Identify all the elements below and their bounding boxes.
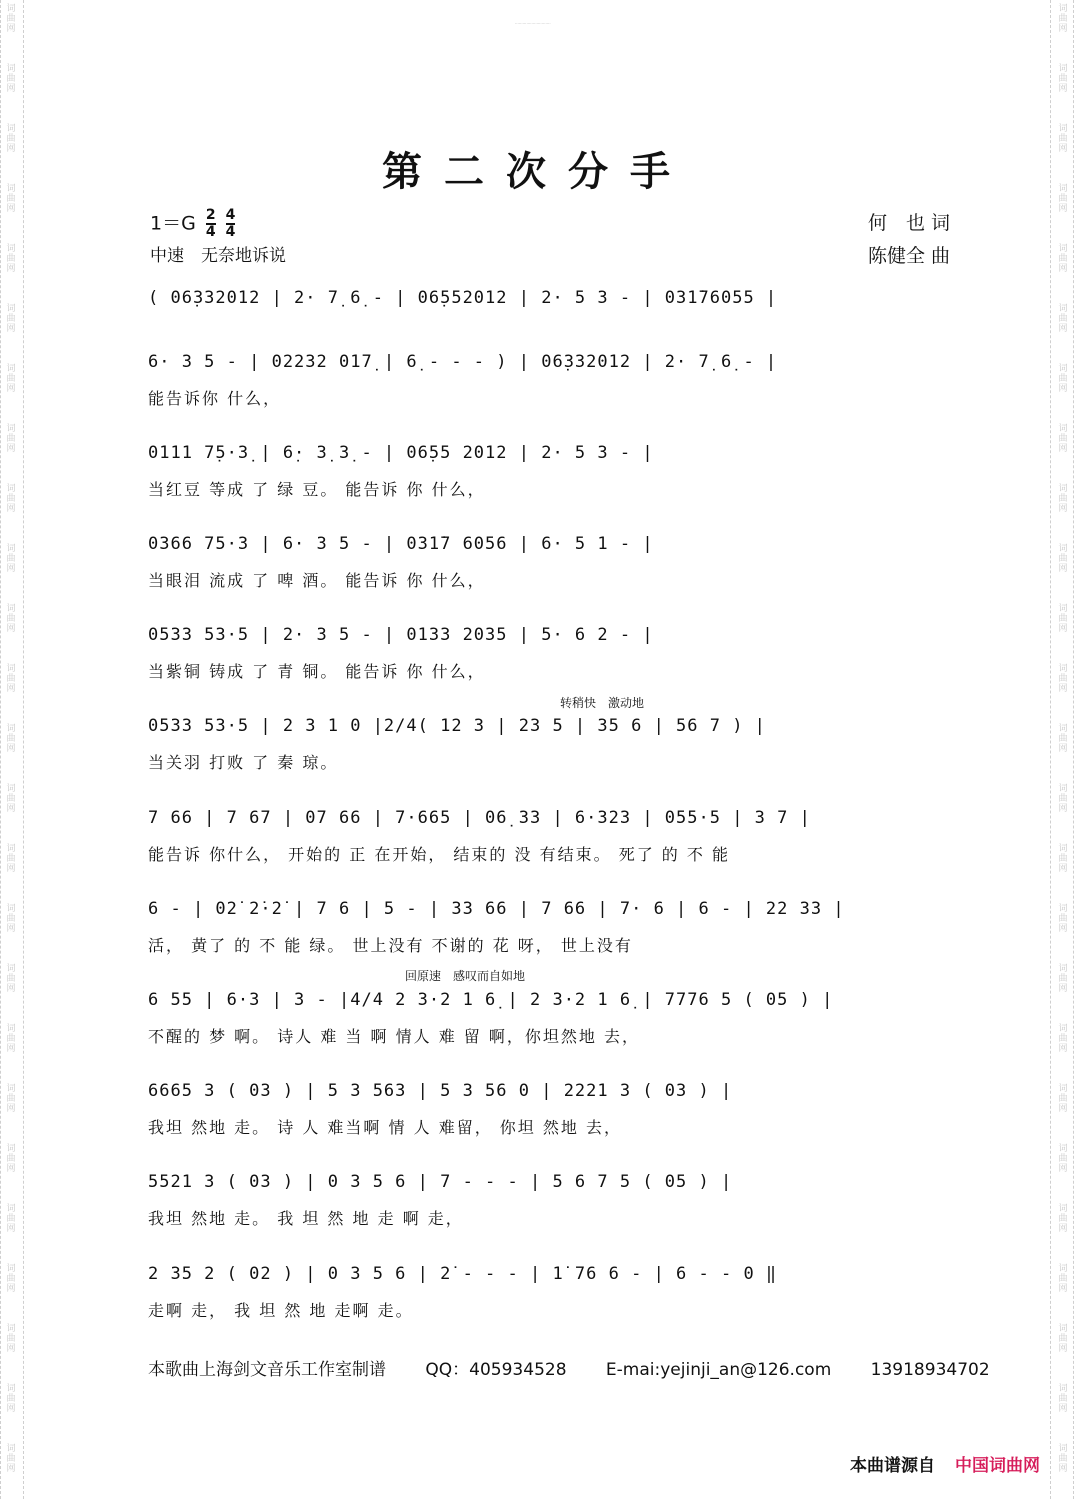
score-row-7 (148, 808, 954, 862)
lyrics: 能告诉你 什么， (148, 389, 282, 408)
score-row-4 (148, 534, 954, 588)
watermark-text: 词 曲 网 (1058, 304, 1068, 334)
watermark-text: 词 曲 网 (1058, 4, 1068, 34)
lyrics: 我坦 然地 走。 我 坦 然 地 走 啊 走， (148, 1209, 464, 1228)
notes: 6665 3 ( 03 ) | 5 3 563 | 5 3 56 0 | 2221 3 ( 03 ) | (148, 1081, 733, 1101)
score-row-1 (148, 288, 954, 342)
watermark-text: 词 曲 网 (6, 364, 16, 394)
notes: ( 06̣332012 | 2· 7̣ 6̣ - | 06̣552012 | 2· 5 3 - | 031̇76055 | (148, 288, 778, 308)
watermark-text: 词 曲 网 (6, 1384, 16, 1414)
watermark-text: 词 曲 网 (1058, 64, 1068, 94)
composer: 陈健全 曲 (867, 245, 950, 267)
watermark-text: 词 曲 网 (1058, 244, 1068, 274)
watermark-text: 词 曲 网 (1058, 1324, 1068, 1354)
score-row-9 (148, 990, 954, 1044)
watermark-text: 词 曲 网 (1058, 664, 1068, 694)
watermark-text: 词 曲 网 (1058, 1084, 1068, 1114)
watermark-text: 词 曲 网 (1058, 184, 1068, 214)
watermark-text: 词 曲 网 (1058, 364, 1068, 394)
notes: 0366 75·3 | 6· 3 5 - | 031̇7 6056 | 6· 5 1 - | (148, 534, 654, 554)
lyrics: 当红豆 等成 了 绿 豆。 能告诉 你 什么， (148, 480, 486, 499)
lyrics: 当眼泪 流成 了 啤 酒。 能告诉 你 什么， (148, 571, 486, 590)
watermark-text: 词 曲 网 (6, 544, 16, 574)
lyrics: 走啊 走， 我 坦 然 地 走啊 走。 (148, 1301, 414, 1320)
watermark-text: 词 曲 网 (6, 964, 16, 994)
key-signature (150, 208, 235, 240)
tempo-change-original: 回原速 感叹而自如地 (405, 969, 526, 983)
watermark-text: 词 曲 网 (6, 4, 16, 34)
watermark-text: 词 曲 网 (6, 1024, 16, 1054)
footer-credits (148, 1355, 1024, 1380)
notes: 0533 53·5 | 2· 3 5 - | 0133 2035 | 5· 6 2 - | (148, 625, 654, 645)
footer-email: E-mai:yejinji_an@126.com (605, 1360, 832, 1380)
notes: 5521 3 ( 03 ) | 0 3 5 6 | 7 - - - | 5 6 7 5 ( 05 ) | (148, 1172, 733, 1192)
watermark-text: 词 曲 网 (6, 904, 16, 934)
score-row-2 (148, 352, 954, 406)
watermark-text: 词 曲 网 (6, 484, 16, 514)
notes: 6· 3 5 - | 02232 017̣ | 6̣ - - - ) | 06̣332012 | 2· 7̣ 6̣ - | (148, 352, 778, 372)
notes: 6 55 | 6·3 | 3 - |4/4 2 3·2 1 6̣ | 2 3·2 1 6̣ | 7776 5 ( 05 ) | (148, 990, 834, 1010)
lyrics (148, 322, 954, 346)
lyrics: 当关羽 打败 了 秦 琼。 (148, 753, 339, 772)
watermark-text: 词 曲 网 (1058, 1444, 1068, 1474)
watermark-text: 词 曲 网 (1058, 964, 1068, 994)
watermark-text: 词 曲 网 (1058, 1024, 1068, 1054)
watermark-text: 词 曲 网 (1058, 424, 1068, 454)
lyricist: 何 也 词 (867, 212, 950, 234)
notes: 6 - | 02̇ 2̇·2̇ | 7 6 | 5 - | 33 66 | 7 66 | 7· 6 | 6 - | 22 33 | (148, 899, 845, 919)
watermark-text: 词 曲 网 (6, 304, 16, 334)
score-row-6 (148, 716, 954, 770)
watermark-text: 词 曲 网 (1058, 544, 1068, 574)
watermark-text: 词 曲 网 (1058, 724, 1068, 754)
score-row-8 (148, 899, 954, 953)
score-row-5 (148, 625, 954, 679)
watermark-text: 词 曲 网 (1058, 784, 1068, 814)
watermark-text: 词 曲 网 (6, 724, 16, 754)
watermark-text: 词 曲 网 (1058, 1144, 1068, 1174)
notes: 0111 7̣5·3̣ | 6̣· 3̣ 3̣ - | 06̣55 2012 | 2· 5 3 - | (148, 443, 654, 463)
footer-qq: QQ：405934528 (425, 1360, 567, 1380)
source-credit (850, 1451, 1040, 1476)
watermark-text: 词 曲 网 (6, 1444, 16, 1474)
watermark-text: 词 曲 网 (6, 1144, 16, 1174)
song-title: 第二次分手 (382, 148, 692, 195)
watermark-text: 词 曲 网 (1058, 124, 1068, 154)
notes: 7 66 | 7 67 | 07 66 | 7·665 | 06̣ 33 | 6·323 | 055·5 | 3 7 | (148, 808, 811, 828)
watermark-text: 词 曲 网 (1058, 1384, 1068, 1414)
watermark-text: 词 曲 网 (6, 844, 16, 874)
watermark-text: 词 曲 网 (6, 604, 16, 634)
lyrics: 当紫铜 铸成 了 青 铜。 能告诉 你 什么， (148, 662, 486, 681)
tempo-change-faster: 转稍快 激动地 (560, 696, 645, 710)
key-label: 1＝G (150, 212, 196, 235)
time-signature-2: $\frac{4}{4}$ (225, 207, 236, 240)
source-label: 本曲谱源自 (850, 1456, 935, 1476)
header-tiny-text: ............................ (515, 20, 551, 25)
tempo-marking: 中速 无奈地诉说 (150, 246, 286, 266)
footer-studio: 本歌曲上海剑文音乐工作室制谱 (148, 1360, 386, 1380)
lyrics: 不醒的 梦 啊。 诗人 难 当 啊 情人 难 留 啊，你坦然地 去， (148, 1027, 640, 1046)
watermark-text: 词 曲 网 (1058, 904, 1068, 934)
watermark-text: 词 曲 网 (1058, 604, 1068, 634)
watermark-text: 词 曲 网 (1058, 1264, 1068, 1294)
time-signature-1: $\frac{2}{4}$ (205, 207, 216, 240)
lyrics: 能告诉 你什么， 开始的 正 在开始， 结束的 没 有结束。 死了 的 不 能 (148, 845, 730, 864)
watermark-text: 词 曲 网 (6, 1324, 16, 1354)
notes: 2 35 2 ( 02 ) | 0 3 5 6 | 2̇ - - - | 1̇ 76 6 - | 6 - - 0 ‖ (148, 1264, 778, 1284)
lyrics: 活， 黄了 的 不 能 绿。 世上没有 不谢的 花 呀， 世上没有 (148, 936, 633, 955)
lyrics: 我坦 然地 走。 诗 人 难当啊 情 人 难留， 你坦 然地 去， (148, 1118, 622, 1137)
score-row-11 (148, 1172, 954, 1226)
watermark-text: 词 曲 网 (6, 784, 16, 814)
watermark-text: 词 曲 网 (6, 1204, 16, 1234)
score-row-3 (148, 443, 954, 497)
watermark-text: 词 曲 网 (6, 244, 16, 274)
score-row-12 (148, 1264, 954, 1318)
watermark-text: 词 曲 网 (1058, 1204, 1068, 1234)
watermark-text: 词 曲 网 (6, 664, 16, 694)
watermark-text: 词 曲 网 (1058, 844, 1068, 874)
footer-phone: 13918934702 (870, 1360, 990, 1380)
watermark-text: 词 曲 网 (6, 424, 16, 454)
source-brand-link[interactable]: 中国词曲网 (955, 1456, 1040, 1476)
watermark-text: 词 曲 网 (6, 64, 16, 94)
watermark-text: 词 曲 网 (6, 1264, 16, 1294)
score-row-10 (148, 1081, 954, 1135)
watermark-text: 词 曲 网 (1058, 484, 1068, 514)
watermark-text: 词 曲 网 (6, 184, 16, 214)
notes: 0533 53·5 | 2 3 1 0 |2/4( 12 3 | 23 5 | 35 6 | 56 7 ) | (148, 716, 766, 736)
watermark-text: 词 曲 网 (6, 124, 16, 154)
watermark-text: 词 曲 网 (6, 1084, 16, 1114)
